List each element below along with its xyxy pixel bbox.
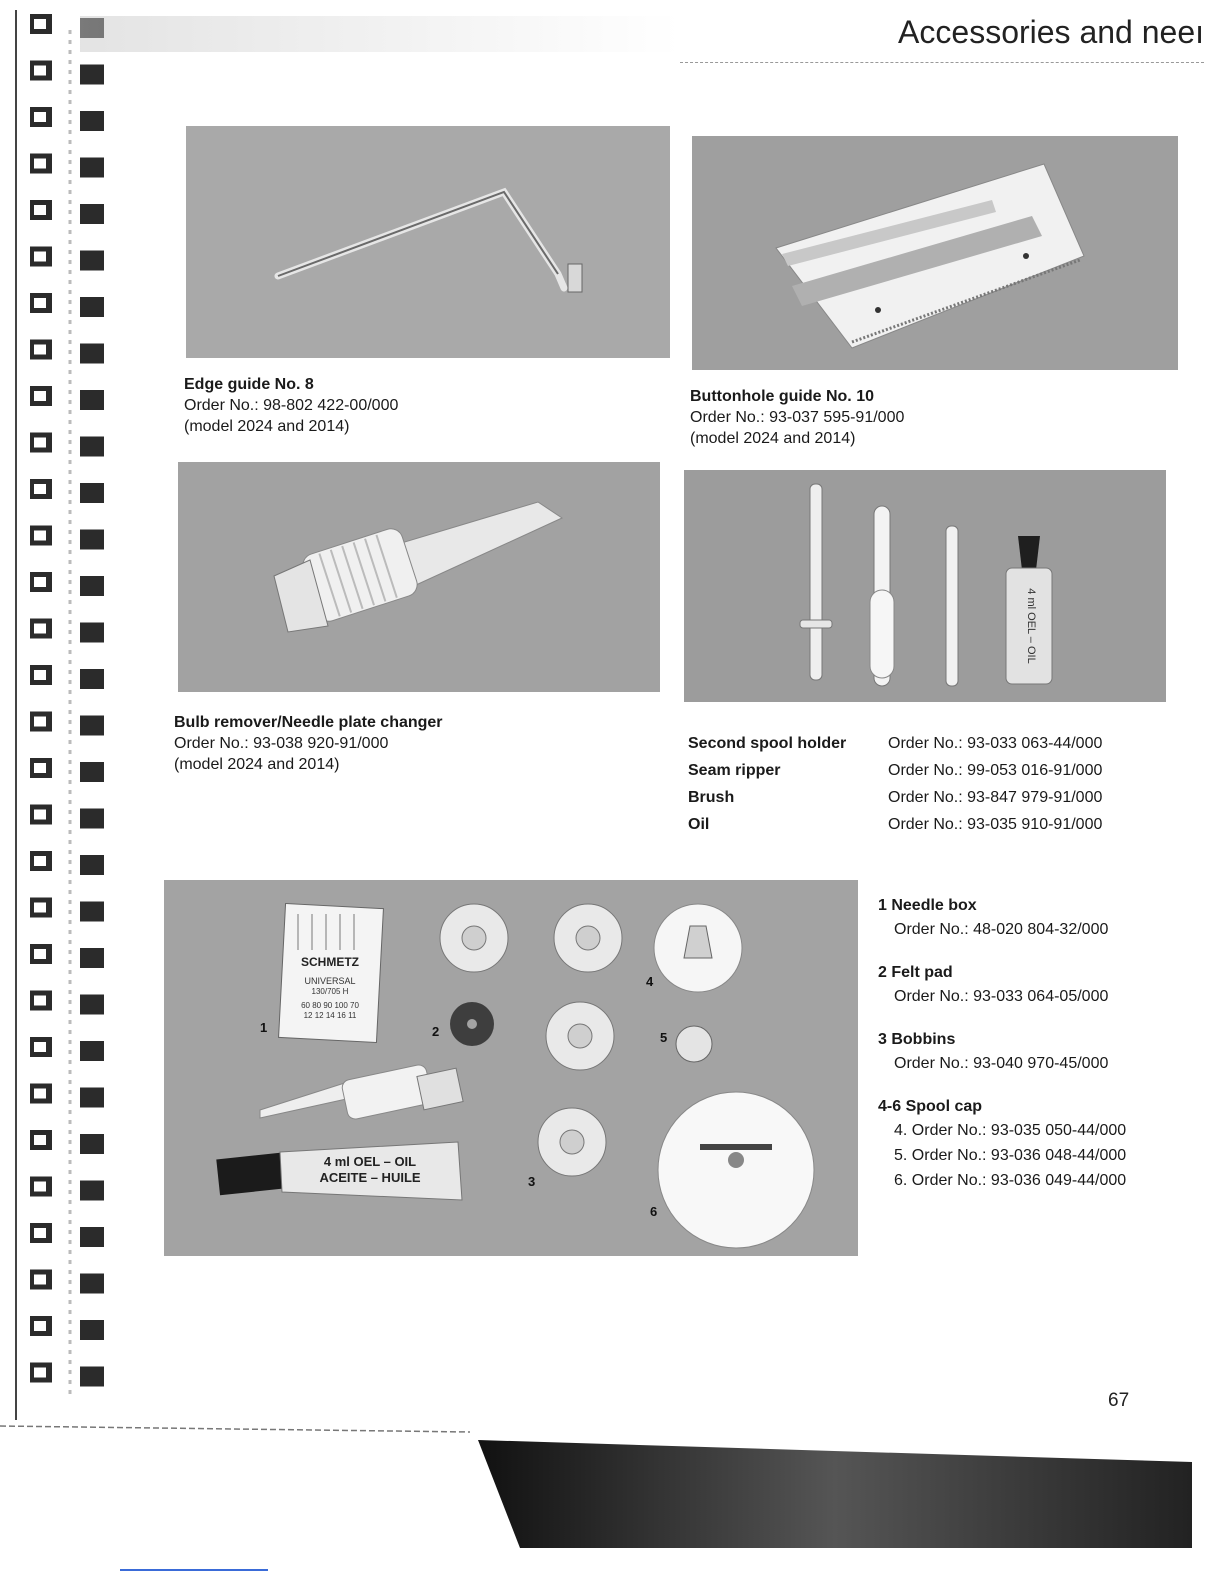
- binding-ring-right: [80, 437, 104, 457]
- legend-item: [878, 1096, 1126, 1193]
- order-row-name: Oil: [688, 816, 710, 833]
- order-row-name: Brush: [688, 789, 735, 806]
- item-note: (model 2024 and 2014): [690, 430, 856, 447]
- item-order: Order No.: 93-037 595-91/000: [690, 409, 905, 426]
- buttonhole-guide-illustration: [692, 136, 1178, 370]
- order-row: [688, 784, 1102, 811]
- oil-label-1: 4 ml OEL – OIL: [323, 1154, 417, 1169]
- kit-oil-tube: [216, 1142, 462, 1200]
- buttonhole-guide-caption: [690, 386, 904, 449]
- callout-5: 5: [660, 1030, 668, 1045]
- binding-ring-right: [80, 1227, 104, 1247]
- binding-ring-right: [80, 1134, 104, 1154]
- binding-ring-right: [80, 111, 104, 131]
- needle-sizes-bottom: 12 12 14 16 11: [303, 1011, 357, 1020]
- legend-order: 5. Order No.: 93-036 048-44/000: [894, 1147, 1127, 1164]
- callout-6: 6: [650, 1204, 658, 1219]
- legend-item: [878, 895, 1126, 942]
- spool-cap-5: [676, 1026, 712, 1062]
- callout-1: 1: [260, 1020, 268, 1035]
- item-order: Order No.: 98-802 422-00/000: [184, 397, 399, 414]
- bulb-remover-illustration: [178, 462, 660, 692]
- legend-title: 3 Bobbins: [878, 1031, 956, 1048]
- binding-ring-right: [80, 1181, 104, 1201]
- binding-ring-right: [80, 762, 104, 782]
- buttonhole-guide-photo: [692, 136, 1178, 370]
- binding-ring-right: [80, 390, 104, 410]
- accessory-kit-illustration: [164, 880, 858, 1256]
- item-note: (model 2024 and 2014): [184, 418, 350, 435]
- binding-ring-right: [80, 251, 104, 271]
- kit-bulb-remover: [260, 1063, 463, 1120]
- binding-ring-right: [80, 530, 104, 550]
- small-tools-photo: [684, 470, 1166, 702]
- legend-order: Order No.: 93-033 064-05/000: [894, 988, 1109, 1005]
- legend-order: Order No.: 93-040 970-45/000: [894, 1055, 1109, 1072]
- legend-title: 1 Needle box: [878, 897, 977, 914]
- order-row: [688, 811, 1102, 838]
- edge-guide-photo: [186, 126, 670, 358]
- binding-ring-right: [80, 158, 104, 178]
- oil-label-2: ACEITE – HUILE: [319, 1170, 421, 1185]
- binding-ring-right: [80, 716, 104, 736]
- order-row-number: Order No.: 93-847 979-91/000: [888, 789, 1103, 806]
- binding-ring-right: [80, 855, 104, 875]
- binding-ring-right: [80, 995, 104, 1015]
- callout-3: 3: [528, 1174, 536, 1189]
- legend-title: 2 Felt pad: [878, 964, 953, 981]
- tools-order-list: [688, 730, 1102, 838]
- small-tools-illustration: [684, 470, 1166, 702]
- order-row-name: Second spool holder: [688, 735, 847, 752]
- bulb-remover-caption: [174, 712, 443, 775]
- binding-ring-right: [80, 902, 104, 922]
- binding-ring-right: [80, 297, 104, 317]
- order-row-name: Seam ripper: [688, 762, 781, 779]
- needle-sizes-top: 60 80 90 100 70: [301, 1001, 359, 1010]
- callout-4: 4: [646, 974, 654, 989]
- legend-item: [878, 962, 1126, 1009]
- binding-ring-right: [80, 623, 104, 643]
- item-name: Buttonhole guide No. 10: [690, 388, 874, 405]
- kit-legend: [878, 895, 1126, 1213]
- edge-guide-caption: [184, 374, 398, 437]
- item-name: Edge guide No. 8: [184, 376, 314, 393]
- binding-ring-right: [80, 344, 104, 364]
- binding-ring-right: [80, 1041, 104, 1061]
- binding-ring-right: [80, 1320, 104, 1340]
- binding-ring-right: [80, 204, 104, 224]
- order-row: [688, 730, 1102, 757]
- item-note: (model 2024 and 2014): [174, 756, 340, 773]
- spiral-binding: [0, 0, 130, 1440]
- legend-order: Order No.: 48-020 804-32/000: [894, 921, 1109, 938]
- binding-ring-right: [80, 576, 104, 596]
- header-rule: [680, 62, 1204, 63]
- needle-brand: SCHMETZ: [301, 955, 359, 969]
- legend-title: 4-6 Spool cap: [878, 1098, 983, 1115]
- binding-ring-right: [80, 1274, 104, 1294]
- needle-system: 130/705 H: [311, 987, 349, 996]
- header-shade: [80, 16, 680, 52]
- oil-tube-label: 4 ml OEL – OIL: [1025, 588, 1037, 664]
- legend-order: 4. Order No.: 93-035 050-44/000: [894, 1122, 1127, 1139]
- page-title: Accessories and neeı: [898, 14, 1204, 50]
- binding-ring-right: [80, 483, 104, 503]
- accessory-kit-photo: [164, 880, 858, 1256]
- item-order: Order No.: 93-038 920-91/000: [174, 735, 389, 752]
- order-row: [688, 757, 1102, 784]
- binding-ring-right: [80, 65, 104, 85]
- binding-ring-right: [80, 1367, 104, 1387]
- page-number: 67: [1108, 1390, 1130, 1411]
- item-name: Bulb remover/Needle plate changer: [174, 714, 443, 731]
- edge-guide-illustration: [186, 126, 670, 358]
- callout-2: 2: [432, 1024, 440, 1039]
- needle-type: UNIVERSAL: [304, 976, 356, 986]
- order-row-number: Order No.: 99-053 016-91/000: [888, 762, 1103, 779]
- legend-item: [878, 1029, 1126, 1076]
- spool-cap-6: [658, 1092, 814, 1248]
- order-row-number: Order No.: 93-033 063-44/000: [888, 735, 1103, 752]
- order-row-number: Order No.: 93-035 910-91/000: [888, 816, 1103, 833]
- needle-box: [279, 904, 384, 1043]
- binding-ring-right: [80, 809, 104, 829]
- scan-shadow: [0, 1420, 1224, 1584]
- binding-ring-right: [80, 1088, 104, 1108]
- binding-ring-right: [80, 669, 104, 689]
- bulb-remover-photo: [178, 462, 660, 692]
- legend-order: 6. Order No.: 93-036 049-44/000: [894, 1172, 1127, 1189]
- binding-ring-right: [80, 948, 104, 968]
